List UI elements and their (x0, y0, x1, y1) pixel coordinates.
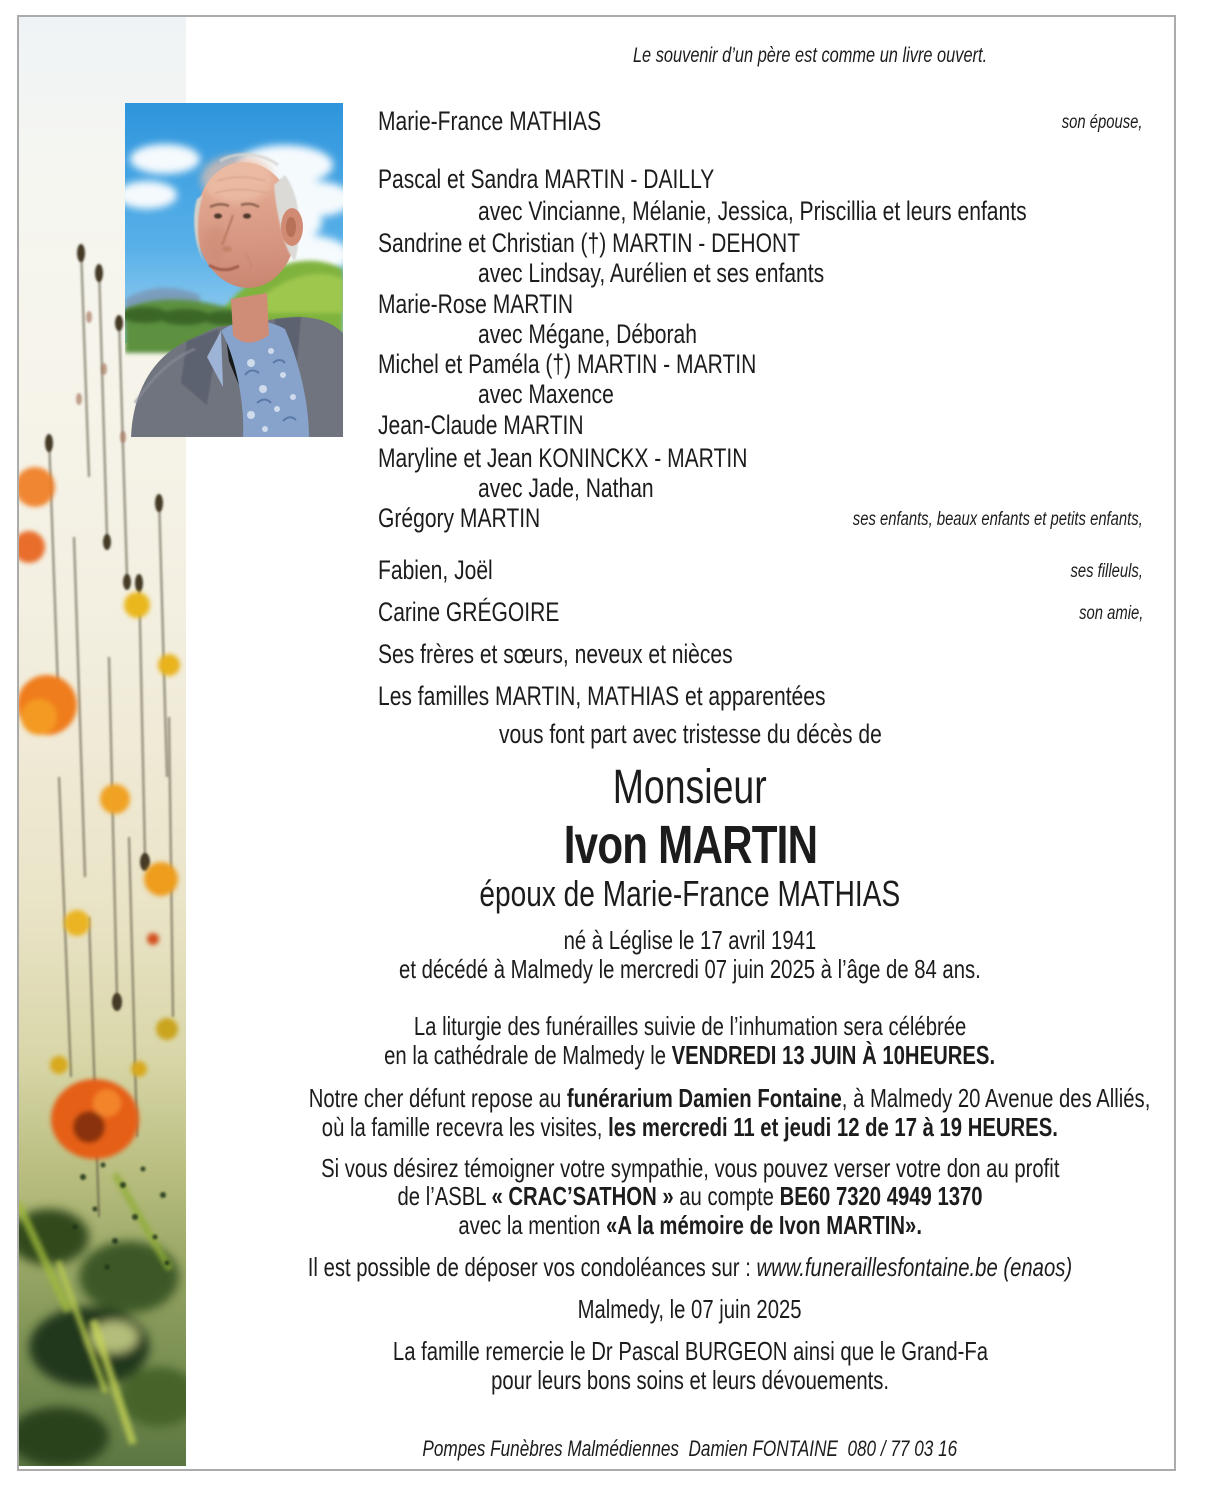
liturgy-line-1: La liturgie des funérailles suivie de l’inhumation sera célébrée (413, 1011, 967, 1041)
family-line (378, 290, 1143, 320)
relation-label: ses filleuls, (1070, 561, 1143, 582)
family-line (378, 229, 1143, 259)
relation-label: son amie, (1078, 603, 1143, 624)
family-subline: avec Mégane, Déborah (478, 319, 697, 349)
relation-label: son épouse, (1062, 112, 1143, 133)
liturgy-line-2: en la cathédrale de Malmedy le VENDREDI 13 JUIN À 10HEURES. (384, 1040, 996, 1070)
deceased-name: Ivon MARTIN (563, 815, 817, 875)
spouse-line: époux de Marie-France MATHIAS (479, 873, 901, 914)
family-name: Marie-Rose MARTIN (378, 289, 574, 319)
family-name: Fabien, Joël (378, 555, 493, 585)
family-name: Sandrine et Christian (†) MARTIN - DEHONT (378, 228, 801, 258)
family-name: Marie-France MATHIAS (378, 106, 602, 136)
portrait-photo (125, 103, 343, 437)
family-line (378, 165, 1143, 195)
bank-account-number: BE60 7320 4949 1370 (779, 1181, 983, 1211)
family-line (378, 598, 1143, 628)
family-subline: avec Lindsay, Aurélien et ses enfants (478, 258, 825, 288)
family-line (378, 682, 1143, 712)
family-name: Maryline et Jean KONINCKX - MARTIN (378, 443, 748, 473)
footer-funeral-home: Pompes Funèbres Malmédiennes Damien FONTAINE 080 / 77 03 16 (422, 1436, 958, 1461)
family-line (378, 350, 1143, 380)
charity-name: « CRAC’SATHON » (491, 1181, 674, 1211)
family-line (378, 556, 1143, 586)
donation-line-1: Si vous désirez témoigner votre sympathie, vous pouvez verser votre don au profit (320, 1153, 1060, 1183)
donation-mention: «A la mémoire de Ivon MARTIN». (605, 1210, 922, 1240)
condolences-website: www.funeraillesfontaine.be (enaos) (756, 1252, 1073, 1282)
family-name: Jean-Claude MARTIN (378, 410, 584, 440)
family-subline: avec Jade, Nathan (478, 473, 654, 503)
thanks-line-1: La famille remercie le Dr Pascal BURGEON ainsi que le Grand-Fa (392, 1336, 988, 1366)
family-name: Grégory MARTIN (378, 503, 541, 533)
dateline: Malmedy, le 07 juin 2025 (578, 1294, 802, 1324)
family-line (378, 504, 1143, 534)
family-name: Pascal et Sandra MARTIN - DAILLY (378, 164, 715, 194)
funeral-date-time: VENDREDI 13 JUIN À 10HEURES. (671, 1040, 996, 1070)
family-line (378, 411, 1143, 441)
memorial-quote-text: Le souvenir d’un père est comme un livre ouvert. (632, 44, 988, 67)
death-line: et décédé à Malmedy le mercredi 07 juin 2025 à l’âge de 84 ans. (399, 954, 981, 984)
relation-label: ses enfants, beaux enfants et petits enfants, (852, 509, 1143, 530)
family-subline: avec Vincianne, Mélanie, Jessica, Priscillia et leurs enfants (478, 196, 1027, 226)
memorial-quote (560, 44, 1060, 68)
family-name: Carine GRÉGOIRE (378, 597, 560, 627)
donation-line-2: de l’ASBL « CRAC’SATHON » au compte BE60 7320 4949 1370 (397, 1181, 983, 1211)
repose-line-2: où la famille recevra les visites, les mercredi 11 et jeudi 12 de 17 à 19 HEURES. (321, 1112, 1059, 1142)
repose-line-1: Notre cher défunt repose au funérarium Damien Fontaine, à Malmedy 20 Avenue des Alliés, (308, 1083, 1151, 1113)
condolences-line: Il est possible de déposer vos condoléances sur : www.funeraillesfontaine.be (enaos) (307, 1252, 1073, 1282)
visit-hours: les mercredi 11 et jeudi 12 de 17 à 19 HEURES. (608, 1112, 1059, 1142)
family-line (378, 640, 1143, 670)
family-name: Ses frères et sœurs, neveux et nièces (378, 639, 733, 669)
funeral-home-name: funérarium Damien Fontaine (566, 1083, 842, 1113)
family-name: Les familles MARTIN, MATHIAS et apparentées (378, 681, 826, 711)
family-subline: avec Maxence (478, 379, 614, 409)
thanks-line-2: pour leurs bons soins et leurs dévouements. (491, 1365, 889, 1395)
donation-line-3: avec la mention «A la mémoire de Ivon MARTIN». (458, 1210, 922, 1240)
birth-line: né à Léglise le 17 avril 1941 (563, 925, 817, 955)
family-line (378, 107, 1143, 137)
deceased-title: Monsieur (612, 761, 767, 814)
announcement-intro: vous font part avec tristesse du décès de (498, 719, 882, 749)
family-line (378, 444, 1143, 474)
family-name: Michel et Paméla (†) MARTIN - MARTIN (378, 349, 757, 379)
